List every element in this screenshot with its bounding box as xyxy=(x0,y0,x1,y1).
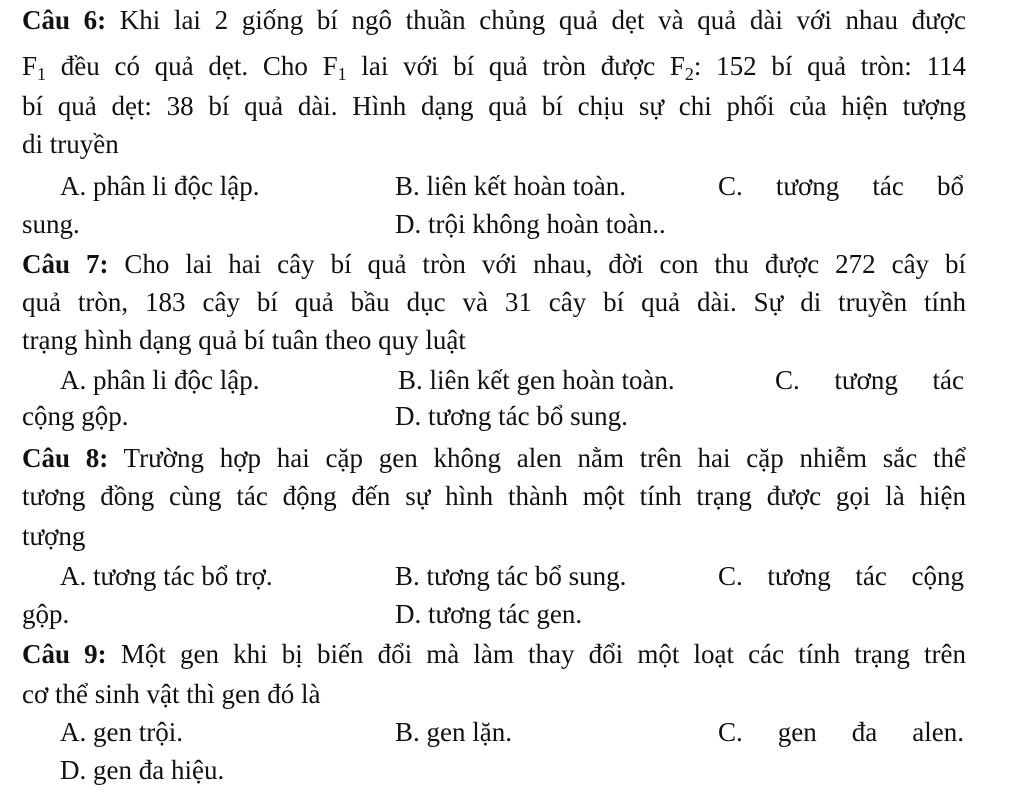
question-9-line-1: Câu 9: Một gen khi bị biến đổi mà làm thay đổi một loạt các tính trạng trên xyxy=(22,639,966,669)
question-9-option-d: D. gen đa hiệu. xyxy=(60,755,225,785)
question-8-line-1: Câu 8: Trường hợp hai cặp gen không alen nằm trên hai cặp nhiễm sắc thể xyxy=(22,443,966,473)
question-7-option-a: A. phân li độc lập. xyxy=(60,365,260,395)
question-7-option-c-continued: cộng gộp. xyxy=(22,401,129,431)
question-8-option-c-continued: gộp. xyxy=(22,599,70,629)
question-9-option-a: A. gen trội. xyxy=(60,717,183,747)
question-6-option-c-continued: sung. xyxy=(22,209,80,239)
question-6-line-1: Câu 6: Khi lai 2 giống bí ngô thuần chủng quả dẹt và quả dài với nhau được xyxy=(22,5,966,35)
question-8-option-d: D. tương tác gen. xyxy=(395,599,583,629)
question-6-line-4: di truyền xyxy=(22,129,119,159)
question-6-line-2: $F_1$ đều có quả dẹt. Cho $F_1$ lai với bí quả tròn được $F_2$: 152 bí quả tròn: 114 xyxy=(22,51,967,84)
question-9-option-c: C. gen đa alen. xyxy=(718,717,964,747)
question-7-line-1: Câu 7: Cho lai hai cây bí quả tròn với nhau, đời con thu được 272 cây bí xyxy=(22,249,966,279)
question-6-line-3: bí quả dẹt: 38 bí quả dài. Hình dạng quả bí chịu sự chi phối của hiện tượng xyxy=(22,91,966,121)
question-6-label: Câu 6: xyxy=(22,5,107,35)
question-6-option-a: A. phân li độc lập. xyxy=(60,171,260,201)
question-7-option-d: D. tương tác bổ sung. xyxy=(395,401,628,431)
question-8-option-b: B. tương tác bổ sung. xyxy=(395,561,627,591)
question-7-line-2: quả tròn, 183 cây bí quả bầu dục và 31 cây bí quả dài. Sự di truyền tính xyxy=(22,287,966,317)
question-7-option-c: C. tương tác xyxy=(775,365,964,395)
question-7-option-b: B. liên kết gen hoàn toàn. xyxy=(398,365,675,395)
question-8-line-2: tương đồng cùng tác động đến sự hình thành một tính trạng được gọi là hiện xyxy=(22,481,966,511)
question-7-line-3: trạng hình dạng quả bí tuân theo quy luật xyxy=(22,325,466,355)
question-8-label: Câu 8: xyxy=(22,443,109,473)
question-9-label: Câu 9: xyxy=(22,639,107,669)
question-8-line-3: tượng xyxy=(22,521,86,551)
question-6-option-c: C. tương tác bổ xyxy=(718,171,964,201)
question-6-option-d: D. trội không hoàn toàn.. xyxy=(395,209,666,239)
question-7-label: Câu 7: xyxy=(22,249,109,279)
question-6-option-b: B. liên kết hoàn toàn. xyxy=(395,171,626,201)
question-8-option-a: A. tương tác bổ trợ. xyxy=(60,561,273,591)
question-9-option-b: B. gen lặn. xyxy=(395,717,512,747)
question-8-option-c: C. tương tác cộng xyxy=(718,561,964,591)
question-9-line-2: cơ thể sinh vật thì gen đó là xyxy=(22,679,321,709)
